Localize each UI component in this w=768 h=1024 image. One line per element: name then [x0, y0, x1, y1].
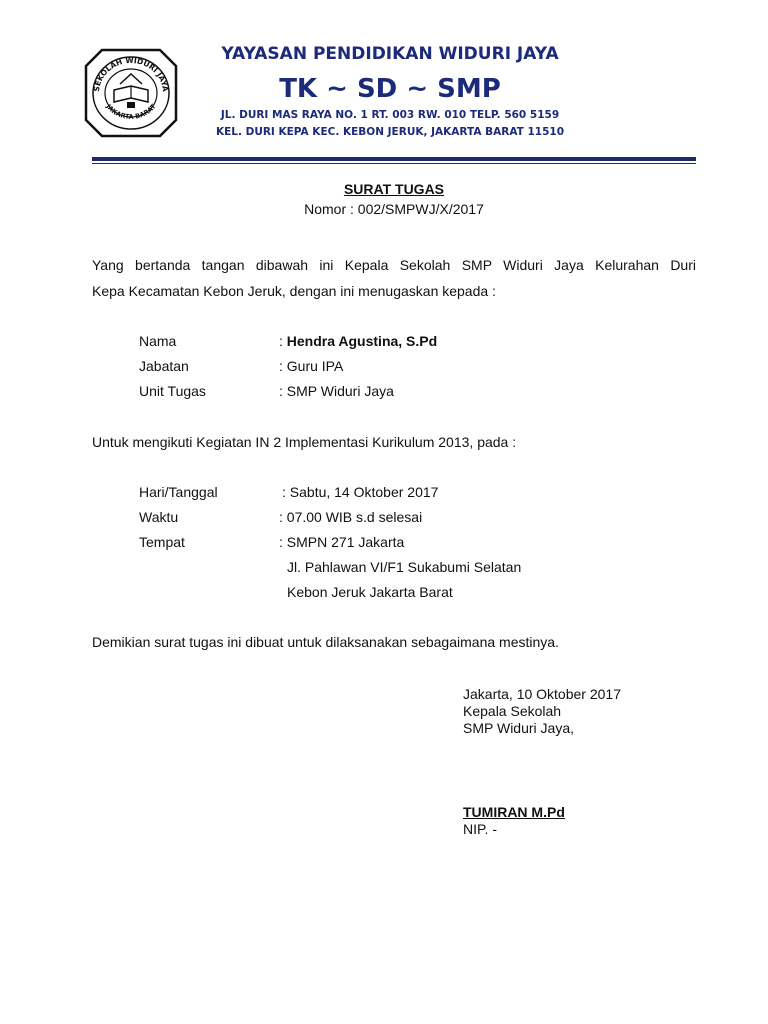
name-colon: : — [279, 333, 287, 349]
assignee-name: Hendra Agustina, S.Pd — [286, 333, 438, 349]
position-label: Jabatan — [139, 358, 189, 374]
address-line-1: JL. DURI MAS RAYA NO. 1 RT. 003 RW. 010 TELP. 560 5159 — [220, 109, 560, 121]
header-rule-thick — [92, 157, 696, 161]
name-value — [279, 333, 437, 349]
time-label: Waktu — [139, 509, 179, 525]
purpose-line: Untuk mengikuti Kegiatan IN 2 Implementasi Kurikulum 2013, pada : — [92, 434, 517, 450]
signatory-nip: NIP. - — [463, 821, 497, 837]
place-label: Tempat — [139, 534, 185, 550]
document-number: Nomor : 002/SMPWJ/X/2017 — [304, 201, 484, 217]
organization-name: YAYASAN PENDIDIKAN WIDURI JAYA — [221, 44, 559, 64]
intro-line-2: Kepa Kecamatan Kebon Jeruk, dengan ini menugaskan kepada : — [92, 283, 496, 299]
document-title: SURAT TUGAS — [343, 181, 445, 197]
place-address-line-3: Kebon Jeruk Jakarta Barat — [287, 584, 453, 600]
time-value: : 07.00 WIB s.d selesai — [279, 509, 423, 525]
school-levels: TK ~ SD ~ SMP — [279, 74, 501, 104]
signature-role: Kepala Sekolah — [463, 703, 562, 719]
logo-top-text: SEKOLAH WIDURI JAYA — [91, 55, 171, 93]
intro-line-1: Yang bertanda tangan dibawah ini Kepala Sekolah SMP Widuri Jaya Kelurahan Duri — [92, 257, 696, 273]
closing-statement: Demikian surat tugas ini dibuat untuk dilaksanakan sebagaimana mestinya. — [92, 634, 559, 650]
address-line-2: KEL. DURI KEPA KEC. KEBON JERUK, JAKARTA BARAT 11510 — [215, 126, 565, 138]
position-value: : Guru IPA — [279, 358, 344, 374]
date-label: Hari/Tanggal — [139, 484, 218, 500]
date-value: : Sabtu, 14 Oktober 2017 — [282, 484, 439, 500]
name-label: Nama — [139, 333, 177, 349]
place-address-line-2: Jl. Pahlawan VI/F1 Sukabumi Selatan — [287, 559, 522, 575]
unit-label: Unit Tugas — [139, 383, 206, 399]
signatory-name: TUMIRAN M.Pd — [463, 804, 565, 820]
logo-bottom-text: JAKARTA BARAT — [104, 102, 158, 121]
place-value: : SMPN 271 Jakarta — [279, 534, 405, 550]
signature-place-date: Jakarta, 10 Oktober 2017 — [463, 686, 621, 702]
header-rule-thin — [92, 163, 696, 164]
signature-school: SMP Widuri Jaya, — [463, 720, 574, 736]
unit-value: : SMP Widuri Jaya — [279, 383, 394, 399]
